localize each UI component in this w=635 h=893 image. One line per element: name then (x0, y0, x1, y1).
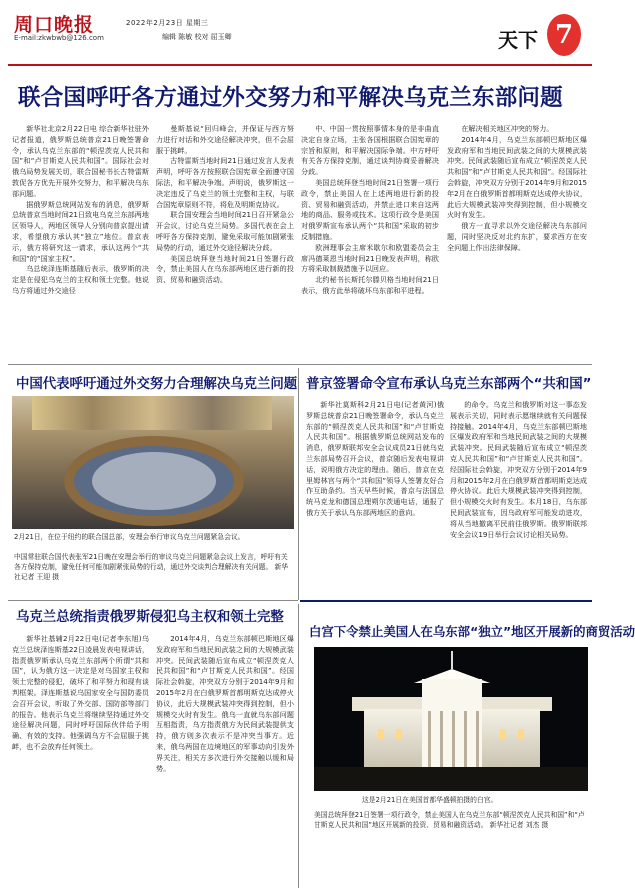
lead-col3-para: 美国总统拜登当地时间21日签署一项行政令，禁止美国人在上述两地进行新的投资、贸易和融资活动，并禁止进口来自这两地的商品、服务或技术。这项行政令是美国对俄罗斯宣布承认两个“共和国”采取的初步反制措施。 (301, 177, 439, 241)
putin-col1-para: 新华社莫斯科2月21日电(记者黄河)俄罗斯总统普京21日晚签署命令，承认乌克兰东部的“顿涅茨克人民共和国”和“卢甘斯克人民共和国”。根据俄罗斯总统网站发布的消息，俄罗斯联邦安全会议成员21日就乌克兰东部局势召开会议，普京随后发表电视讲话，说明俄方决定的理由。随后，普京在克里姆林宫与两个“共和国”领导人签署友好合作互助条约。当天早些时候，普京与法国总统马克龙和德国总理朔尔茨通电话，通报了俄方关于承认乌东部两地区的意向。 (306, 400, 444, 517)
china-headline: 中国代表呼吁通过外交努力合理解决乌克兰问题 (16, 377, 298, 392)
ukraine-column-2 (156, 634, 294, 886)
issue-date: 2022年2月23日 星期三 (126, 19, 209, 27)
lit-window (500, 729, 506, 739)
section-title: 天下 (498, 28, 538, 52)
section-divider (8, 364, 592, 365)
lead-col2-para: 古特雷斯当地时间21日通过发言人发表声明，呼吁各方按照联合国宪章全面遵守国际法，和平解决争端。声明说，俄罗斯这一决定违反了乌克兰的领土完整和主权，与联合国宪章原则不符，将危及明斯克协议。 (156, 156, 294, 209)
lead-column-4 (447, 124, 587, 370)
whitehouse-headline: 白宫下令禁止美国人在乌东部“独立”地区开展新的商贸活动 (309, 624, 635, 639)
china-body-text: 中国常驻联合国代表张军21日晚在安理会举行的审议乌克兰问题紧急会议上发言，呼吁有关各方保持克制，避免任何可能加剧紧张局势的行动，通过外交谈判合理解决有关问题。 (14, 553, 288, 571)
lead-headline: 联合国呼吁各方通过外交努力和平解决乌克兰东部问题 (18, 85, 563, 111)
lead-col3-para: 欧洲理事会主席米歇尔和欧盟委员会主席冯德莱恩当地时间21日晚发表声明，称欧方将采取制裁措施予以回应。 (301, 242, 439, 274)
contact-email: E-mail:zkwbwb@126.com (14, 34, 104, 42)
section-divider-blue (300, 600, 592, 602)
lead-col1-para: 据俄罗斯总统网站发布的消息，俄罗斯总统普京当地时间21日致电乌克兰东部两地区领导人，两地区领导人分别向普京提出请求，希望俄方承认其“独立”地位。普京表示，俄方将研究这一请求，承认这两个“共和国”的“国家主权”。 (12, 199, 149, 263)
lit-window (396, 729, 402, 739)
newspaper-logo: 周口晚报 (14, 14, 95, 36)
column (440, 711, 443, 767)
lead-col4-para: 在解决相关地区冲突的努力。 (461, 124, 554, 133)
lead-column-3 (301, 124, 439, 370)
china-body (14, 552, 294, 582)
lead-column-2 (156, 124, 294, 370)
masthead-rule (8, 64, 592, 66)
column-divider (298, 368, 299, 600)
ukraine-col1-para: 新华社基辅2月22日电(记者李东旭)乌克兰总统泽连斯基22日凌晨发表电视讲话，指责俄罗斯承认乌克兰东部两个所谓“共和国”，认为俄方这一决定是对乌国家主权和领土完整的侵犯，破坏了和平努力和现有谈判框架。泽连斯基说乌国家安全与国防委员会召开会议，听取了外交部、国防部等部门的报告。他表示乌克兰将继续坚持通过外交途径解决问题，同时呼吁国际伙伴给予明确、有效的支持。他强调乌方不会屈服于挑衅，也不会放弃任何领土。 (12, 634, 149, 751)
whitehouse-body-text: 美国总统拜登21日签署一项行政令，禁止美国人在乌克兰东部“顿涅茨克人民共和国”和“卢甘斯克人民共和国”地区开展新的投资、贸易和融资活动。 (314, 811, 585, 829)
column (428, 711, 431, 767)
editor-credits: 编辑 陈敏 校对 屈玉卿 (162, 33, 232, 41)
lead-col2-para: 美国总统拜登当地时间21日签署行政令，禁止美国人在乌东部两地区进行新的投资、贸易和融资活动。 (156, 253, 294, 285)
ukraine-col2-para: 2014年4月，乌克兰东部顿巴斯地区爆发政府军和当地民间武装之间的大规模武装冲突。民间武装随后宣布成立“顿涅茨克人民共和国”和“卢甘斯克人民共和国”。经国际社会斡旋，冲突双方分别于2014年9月和2015年2月在白俄罗斯首都明斯克达成停火协议，此后大规模武装冲突得到控制，但小规模交火时有发生。俄乌一直就乌东部问题互相指责，乌方指责俄方为民间武装提供支持，俄方则多次表示不是冲突当事方。近来，俄乌两国在边境地区的军事动向引发外界关注，相关方多次进行外交接触以缓和局势。 (156, 634, 294, 773)
lead-col4-para: 俄方一直寻求以外交途径解决乌东部问题，同时坚决反对北约东扩，要求西方在安全问题上作出法律保障。 (447, 221, 587, 252)
masthead (0, 0, 600, 68)
whitehouse-body (314, 810, 588, 830)
lead-col1-para: 新华社北京2月22日电 综合新华社驻外记者报道，俄罗斯总统普京21日晚签署命令，承认乌克兰东部的“顿涅茨克人民共和国”和“卢甘斯克人民共和国”。国际社会对俄乌局势发展关切，联合国秘书长古特雷斯敦促各方优先开展外交努力，和平解决乌东部问题。 (12, 124, 149, 198)
council-floor (92, 452, 216, 510)
lead-col1-para: 乌总统泽连斯基随后表示，俄罗斯的决定是在侵犯乌克兰的主权和领土完整。他说乌方将通过外交途径 (12, 264, 149, 295)
page-number-badge: 7 (547, 14, 581, 56)
column (464, 711, 467, 767)
ukraine-column-1 (12, 634, 149, 886)
putin-column-1 (306, 400, 444, 596)
column (476, 711, 479, 767)
column (452, 711, 455, 767)
china-photo-caption: 2月21日，在位于纽约的联合国总部，安理会举行审议乌克兰问题紧急会议。 (14, 533, 245, 541)
lead-col3-para: 中、中国一贯按照事情本身的是非曲直决定自身立场，主张各国根据联合国宪章的宗旨和原则，和平解决国际争端。中方呼吁有关各方保持克制，通过谈判协商妥善解决分歧。 (301, 124, 439, 177)
lead-col4-para: 2014年4月，乌克兰东部顿巴斯地区爆发政府军和当地民间武装之间的大规模武装冲突。民间武装随后宣布成立“顿涅茨克人民共和国”和“卢甘斯克人民共和国”。经国际社会斡旋，冲突双方分别于2014年9月和2015年2月在白俄罗斯首都明斯克达成停火协议，此后大规模武装冲突得到控制，但小规模交火时有发生。 (447, 134, 587, 220)
lit-window (378, 729, 384, 739)
lead-column-1 (12, 124, 149, 370)
white-house-photo (314, 647, 588, 791)
putin-col2-para: 的命令。乌克兰和俄罗斯对这一事态发展表示关切，同时表示愿继续就有关问题保持接触。2014年4月，乌克兰东部顿巴斯地区爆发政府军和当地民间武装之间的大规模武装冲突。民间武装随后宣布成立“顿涅茨克人民共和国”和“卢甘斯克人民共和国”。经国际社会斡旋，冲突双方分别于2014年9月和2015年2月在白俄罗斯首都明斯克达成停火协议。此后大规模武装冲突得到控制，但小规模交火时有发生。本月18日，乌东部民间武装宣布，因乌政府军可能发动进攻，将从当地撤离平民前往俄罗斯。俄罗斯联邦安全会议19日举行会议讨论相关局势。 (450, 400, 587, 539)
mural (32, 396, 272, 430)
whitehouse-photo-credit: 新华社记者 刘杰 摄 (489, 821, 549, 829)
column-divider (298, 604, 299, 888)
lawn (314, 767, 588, 791)
lit-window (518, 729, 524, 739)
un-security-council-photo (12, 396, 294, 529)
lead-col3-para: 北约秘书长斯托尔滕贝格当地时间21日表示，俄方此举将破坏乌东部和平进程。 (301, 275, 439, 295)
putin-headline: 普京签署命令宣布承认乌克兰东部两个“共和国” (306, 377, 592, 392)
whitehouse-photo-caption: 这是2月21日在美国首都华盛顿拍摄的白宫。 (362, 796, 498, 804)
flagpole (451, 651, 453, 669)
section-divider (8, 600, 298, 601)
lead-col2-para: 联合国安理会当地时间21日召开紧急公开会议，讨论乌克兰局势。多国代表在会上呼吁各方保持克制，避免采取可能加剧紧张局势的行动，通过外交途径解决分歧。 (156, 210, 294, 252)
putin-column-2 (450, 400, 587, 596)
lead-col2-para: 曼斯基说“回归峰会，并保证与西方努力进行对话和外交途径解决冲突，但不会屈服于挑衅。 (156, 124, 294, 155)
ukraine-headline: 乌克兰总统指责俄罗斯侵犯乌主权和领土完整 (16, 610, 284, 625)
china-photo-credit: 新华社记者 王迎 摄 (14, 563, 289, 581)
